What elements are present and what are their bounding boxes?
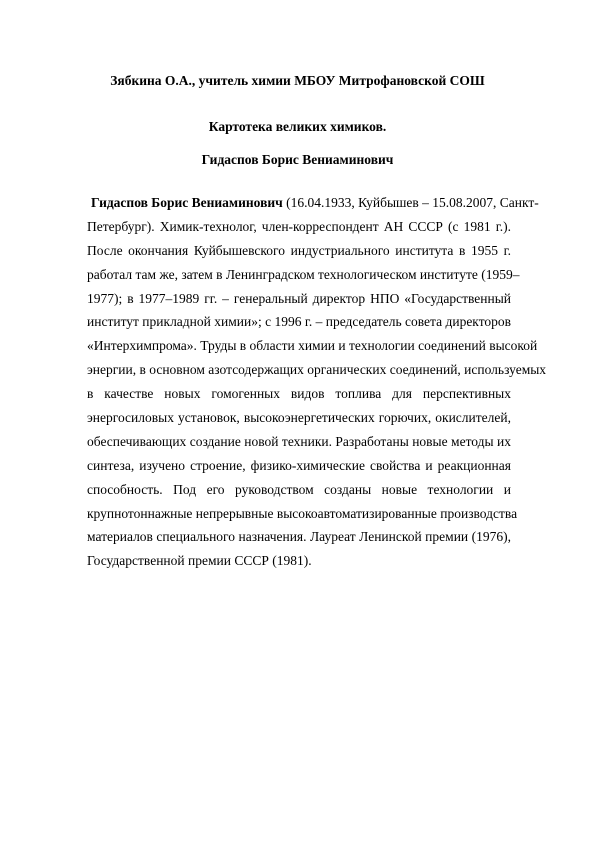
paragraph-line: в качестве новых гомогенных видов топлива для перспективных: [87, 386, 511, 402]
paragraph-line: После окончания Куйбышевского индустриального института в 1955 г.: [87, 242, 511, 258]
author-line: Зябкина О.А., учитель химии МБОУ Митрофановской СОШ: [110, 73, 485, 88]
series-title: Картотека великих химиков.: [208, 119, 387, 134]
paragraph-line: энергии, в основном азотсодержащих органических соединений, используемых: [87, 362, 547, 378]
paragraph-line: институт прикладной химии»; с 1996 г. – председатель совета директоров: [87, 314, 512, 330]
biography-paragraph: [87, 191, 547, 573]
person-heading: Гидаспов Борис Вениаминович: [201, 152, 394, 167]
paragraph-line-text: (16.04.1933, Куйбышев – 15.08.2007, Санкт-: [282, 195, 539, 210]
paragraph-line: Государственной премии СССР (1981).: [87, 553, 312, 569]
paragraph-line: [87, 191, 539, 215]
paragraph-line: работал там же, затем в Ленинградском технологическом институте (1959–: [87, 266, 520, 282]
paragraph-line: способность. Под его руководством созданы новые технологии и: [87, 481, 511, 497]
paragraph-line: Петербург). Химик-технолог, член-корреспондент АН СССР (с 1981 г.).: [87, 218, 511, 234]
lead-name: Гидаспов Борис Вениаминович: [91, 195, 283, 210]
paragraph-line: 1977); в 1977–1989 гг. – генеральный директор НПО «Государственный: [87, 290, 511, 306]
paragraph-line: обеспечивающих создание новой техники. Разработаны новые методы их: [87, 433, 511, 449]
paragraph-line: материалов специального назначения. Лауреат Ленинской премии (1976),: [87, 529, 511, 545]
paragraph-line: синтеза, изучено строение, физико-химические свойства и реакционная: [87, 457, 511, 473]
paragraph-line: энергосиловых установок, высокоэнергетических горючих, окислителей,: [87, 410, 511, 426]
paragraph-line: крупнотоннажные непрерывные высокоавтоматизированные производства: [87, 505, 518, 521]
paragraph-line: «Интерхимпрома». Труды в области химии и технологии соединений высокой: [87, 338, 538, 354]
